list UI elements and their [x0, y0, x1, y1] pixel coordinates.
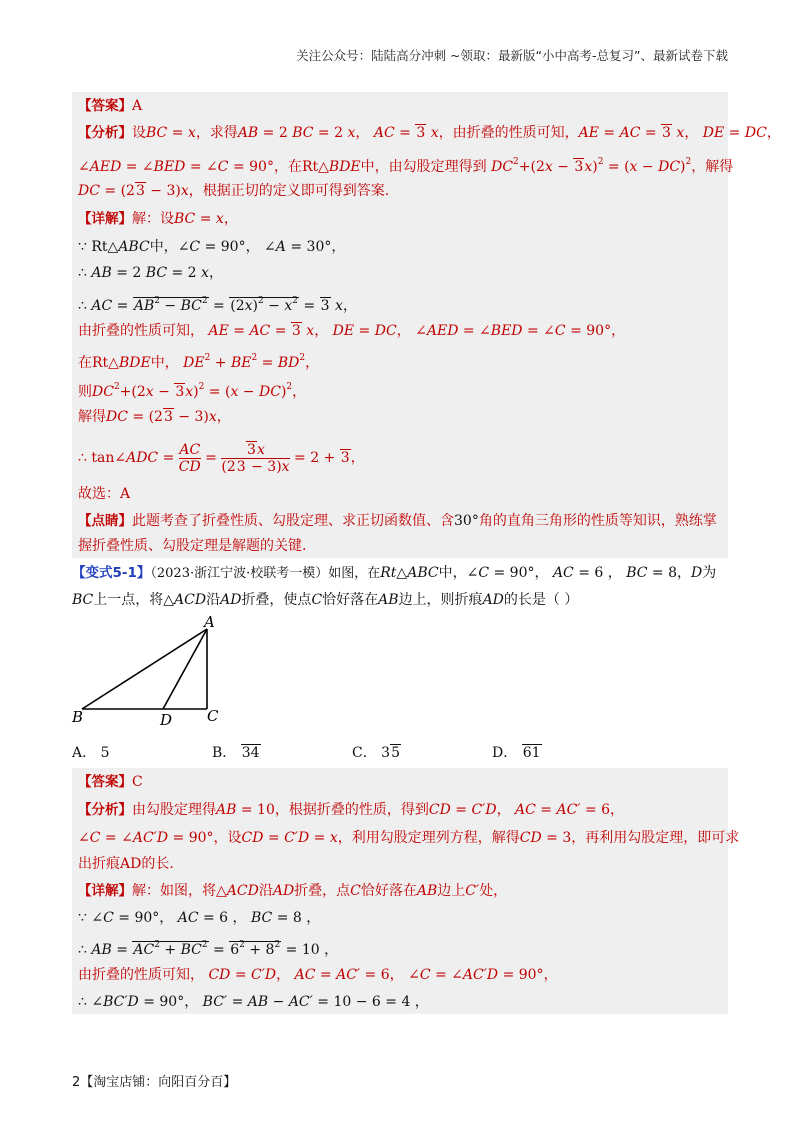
answer-value: A: [132, 98, 143, 114]
figure-label-d: D: [160, 711, 173, 729]
page-footer: 2【淘宝店铺：向阳百分百】: [72, 1075, 237, 1090]
detail-label: 【详解】: [78, 211, 132, 227]
analysis-line-2: ∠AED = ∠BED = ∠C = 90°，在Rt△BDE中，由勾股定理得到 $DC^2+(2x - 3x)^2 = (x - DC)^2$，解得: [78, 157, 734, 175]
answer-label: 【答案】: [78, 98, 132, 114]
detail-line-4: ∴ AC = $AB^2 - BC^2 = (2x)^2 - x^2 = 3$ x，: [78, 296, 357, 314]
detail2-label: 【详解】: [78, 883, 132, 899]
comment-line-1: 【点睛】此题考查了折叠性质、勾股定理、求正切函数值、含30°角的直角三角形的性质等知识，熟练掌: [78, 513, 717, 529]
option-b[interactable]: B． 34: [212, 745, 260, 761]
analysis2-line-1: 【分析】由勾股定理得AB = 10，根据折叠的性质，得到CD = C′D， AC = AC′ = 6，: [78, 802, 625, 818]
detail-line-9: ∴ tan∠ADC = $\frac{AC}{CD}$ = $\frac{3x}{(23 - 3)x}$ = 2 + 3，: [78, 441, 365, 475]
detail2-line-4: 由折叠的性质可知， CD = C′D， AC = AC′ = 6， ∠C = ∠AC′D = 90°，: [78, 967, 558, 983]
comment-label: 【点睛】: [78, 513, 132, 529]
detail2-line-3: ∴ AB = $AC^2 + BC^2 = 6^2 + 8^2 = 10$ ，: [78, 940, 339, 958]
answer2-label: 【答案】: [78, 774, 132, 790]
detail2-line-2: ∵ ∠C = 90°， AC = 6 ， BC = 8 ，: [78, 910, 321, 926]
question-label: 【变式5-1】: [72, 565, 151, 581]
answer2-line: [78, 772, 143, 792]
analysis2-line-2: ∠C = ∠AC′D = 90°，设CD = C′D = x，利用勾股定理列方程，解得CD = 3，再利用勾股定理，即可求: [78, 830, 740, 846]
choose-line: 故选：A: [78, 486, 131, 502]
detail-line-3: ∴ AB = 2 BC = 2 x，: [78, 265, 223, 281]
figure-label-c: C: [207, 707, 219, 725]
question-line-1: 【变式5-1】（2023·浙江宁波·校联考一模）如图，在Rt△ABC中，∠C = 90°， AC = 6 ， BC = 8，D为: [72, 565, 717, 581]
solution-block-2: [72, 768, 740, 1014]
option-c[interactable]: C． 35: [352, 745, 401, 761]
analysis-line-1: 【分析】设BC = x，求得AB = 2 BC = 2 x， AC = 3 x，由折叠的性质可知，AE = AC = 3 x， DE = DC，: [78, 125, 781, 141]
question-line-2: BC上一点，将△ACD沿AD折叠，使点C恰好落在AB边上，则折痕AD的长是（ ）: [72, 592, 579, 608]
detail-line-2: ∵ Rt△ABC中，∠C = 90°， ∠A = 30°，: [78, 239, 346, 255]
answer2-value: C: [132, 774, 143, 790]
figure-label-a: A: [204, 613, 215, 631]
analysis2-line-3: 出折痕AD的长.: [78, 856, 174, 872]
analysis-line-3: DC = (23 − 3)x，根据正切的定义即可得到答案.: [78, 183, 390, 199]
detail-line-6: 在Rt△BDE中， $DE^2 + BE^2 = BD^2$，: [78, 353, 320, 371]
comment-line-2: 握折叠性质、勾股定理是解题的关键.: [78, 538, 307, 554]
detail-line-1: 【详解】解：设BC = x，: [78, 211, 238, 227]
option-a[interactable]: A． 5: [72, 745, 110, 761]
figure-label-b: B: [72, 708, 84, 726]
analysis2-label: 【分析】: [78, 802, 132, 818]
answer-line: [78, 96, 142, 116]
detail-line-7: 则$DC^2+(2x - 3x)^2 = (x - DC)^2$，: [78, 382, 307, 400]
detail2-line-5: ∴ ∠BC′D = 90°， BC′ = AB − AC′ = 10 − 6 = 4 ，: [78, 994, 429, 1010]
triangle-figure: [68, 612, 228, 734]
detail-line-8: 解得DC = (23 − 3)x，: [78, 409, 231, 425]
detail2-line-1: 【详解】解：如图，将△ACD沿AD折叠，点C恰好落在AB边上C′处，: [78, 883, 508, 899]
solution-block-1: [72, 92, 781, 558]
page-header: 关注公众号：陆陆高分冲刺 ~领取：最新版“小中高考-总复习”、最新试卷下载: [296, 48, 728, 63]
detail-line-5: 由折叠的性质可知， AE = AC = 3 x， DE = DC， ∠AED = ∠BED = ∠C = 90°，: [78, 323, 626, 339]
analysis-label: 【分析】: [78, 125, 132, 141]
option-d[interactable]: D． 61: [492, 745, 541, 761]
